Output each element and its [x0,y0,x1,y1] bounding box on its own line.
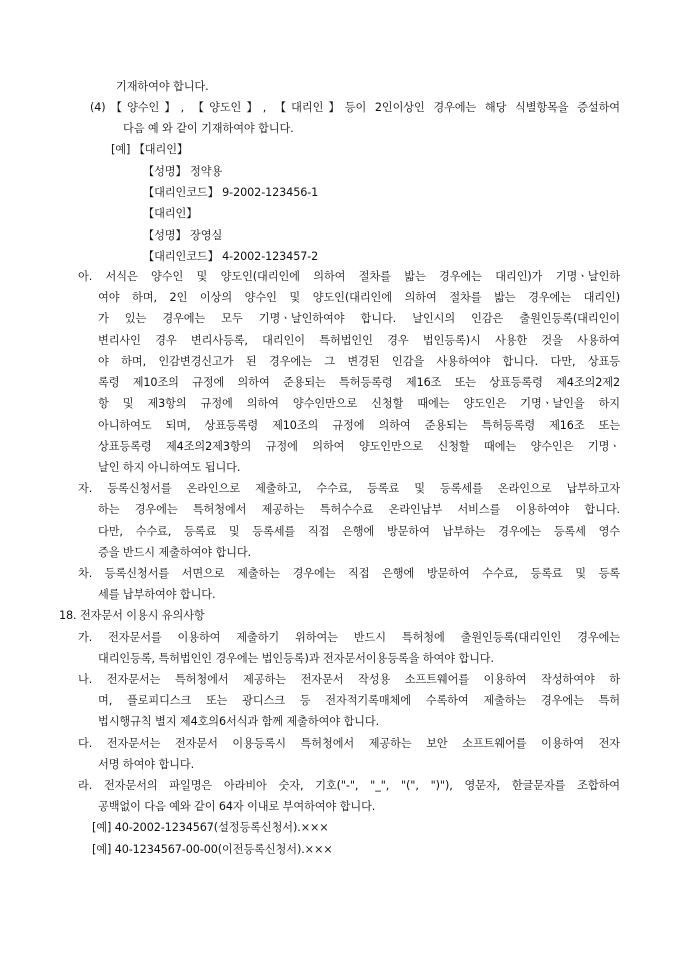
text-line: [예] 【대리인】 [111,143,188,156]
text-line: 자. 등록신청서를 온라인으로 제출하고, 수수료, 등록료 및 등록세를 온라인으로 납부하고자 [78,482,620,495]
text-line: 차. 등록신청서를 서면으로 제출하는 경우에는 직접 은행에 방문하여 수수료, 등록료 및 등록 [78,567,620,580]
text-line: 여야 하며, 2인 이상의 양수인 및 양도인(대리인에 의하여 절차를 밟는 경우에는 대리인) [98,291,620,304]
text-line: 하는 경우에는 특허청에서 제공하는 특허수수료 온라인납부 서비스를 이용하여야 합니다. [98,503,620,516]
text-line: 변리사인 경우 변리사등록, 대리인이 특허법인인 경우 법인등록)시 사용한 것을 사용하여 [98,334,620,347]
text-line: [예] 40-2002-1234567(설정등록신청서).××× [92,821,329,834]
text-line: 【성명】 장영실 [143,229,223,242]
text-line: 항 및 제3항의 규정에 의하여 양수인만으로 신청할 때에는 양도인은 기명ㆍ날인을 하지 [98,397,620,410]
text-line: [예] 40-1234567-00-00(이전등록신청서).××× [92,843,333,856]
text-line: 나. 전자문서는 특허청에서 제공하는 전자문서 작성용 소프트웨어를 이용하여 작성하여야 하 [78,673,620,686]
text-line: 공백없이 다음 예와 같이 64자 이내로 부여하여야 합니다. [98,800,376,813]
text-line: 다음 예 와 같이 기재하여야 합니다. [123,122,294,135]
section-heading: 18. 전자문서 이용시 유의사항 [59,609,205,622]
text-line: 서명 하여야 합니다. [98,758,195,771]
text-line: 기재하여야 합니다. [116,80,209,93]
text-line: 야 하며, 인감변경신고가 된 경우에는 그 변경된 인감을 사용하여야 합니다. 다만, 상표등 [98,355,620,368]
text-line: 【대리인】 [143,207,198,220]
text-line: 세를 납부하여야 합니다. [98,588,216,601]
text-line: 가 있는 경우에는 모두 기명ㆍ날인하여야 합니다. 날인시의 인감은 출원인등록(대리인이 [98,312,620,325]
text-line: 아. 서식은 양수인 및 양도인(대리인에 의하여 절차를 밟는 경우에는 대리인)가 기명ㆍ날인하 [78,270,620,283]
text-line: 아니하여도 되며, 상표등록령 제10조의 규정에 의하여 준용되는 특허등록령 제16조 또는 [98,419,620,432]
text-line: 법시행규칙 별지 제4호의6서식과 함께 제출하여야 합니다. [98,715,380,728]
text-line: 록령 제10조의 규정에 의하여 준용되는 특허등록령 제16조 또는 상표등록령 제4조의2제2 [98,376,620,389]
text-line: 【대리인코드】 4-2002-123457-2 [143,250,319,263]
text-line: 다만, 수수료, 등록료 및 등록세를 직접 은행에 방문하여 납부하는 경우에는 등록세 영수 [98,525,620,538]
text-line: 【성명】 정약용 [143,165,223,178]
text-line: 증을 반드시 제출하여야 합니다. [98,546,252,559]
text-line: 다. 전자문서는 전자문서 이용등록시 특허청에서 제공하는 보안 소프트웨어를 이용하여 전자 [78,737,620,750]
text-line: (4)【양수인】, 【양도인】, 【대리인】등이 2인이상인 경우에는 해당 식별항목을 증설하여 [90,101,620,114]
text-line: 며, 플로피디스크 또는 광디스크 등 전자적기록매체에 수록하여 제출하는 경우에는 특허 [98,694,620,707]
text-line: 【대리인코드】 9-2002-123456-1 [143,186,319,199]
text-line: 대리인등록, 특허법인인 경우에는 법인등록)과 전자문서이용등록을 하여야 합니다. [98,652,494,665]
text-line: 상표등록령 제4조의2제3항의 규정에 의하여 양도인만으로 신청할 때에는 양수인은 기명ㆍ [98,440,620,453]
text-line: 날인 하지 아니하여도 됩니다. [98,461,241,474]
text-line: 라. 전자문서의 파일명은 아라비아 숫자, 기호("-", "_", "(", ")"), 영문자, 한글문자를 조합하여 [78,779,620,792]
text-line: 가. 전자문서를 이용하여 제출하기 위하여는 반드시 특허청에 출원인등록(대리인인 경우에는 [78,631,620,644]
